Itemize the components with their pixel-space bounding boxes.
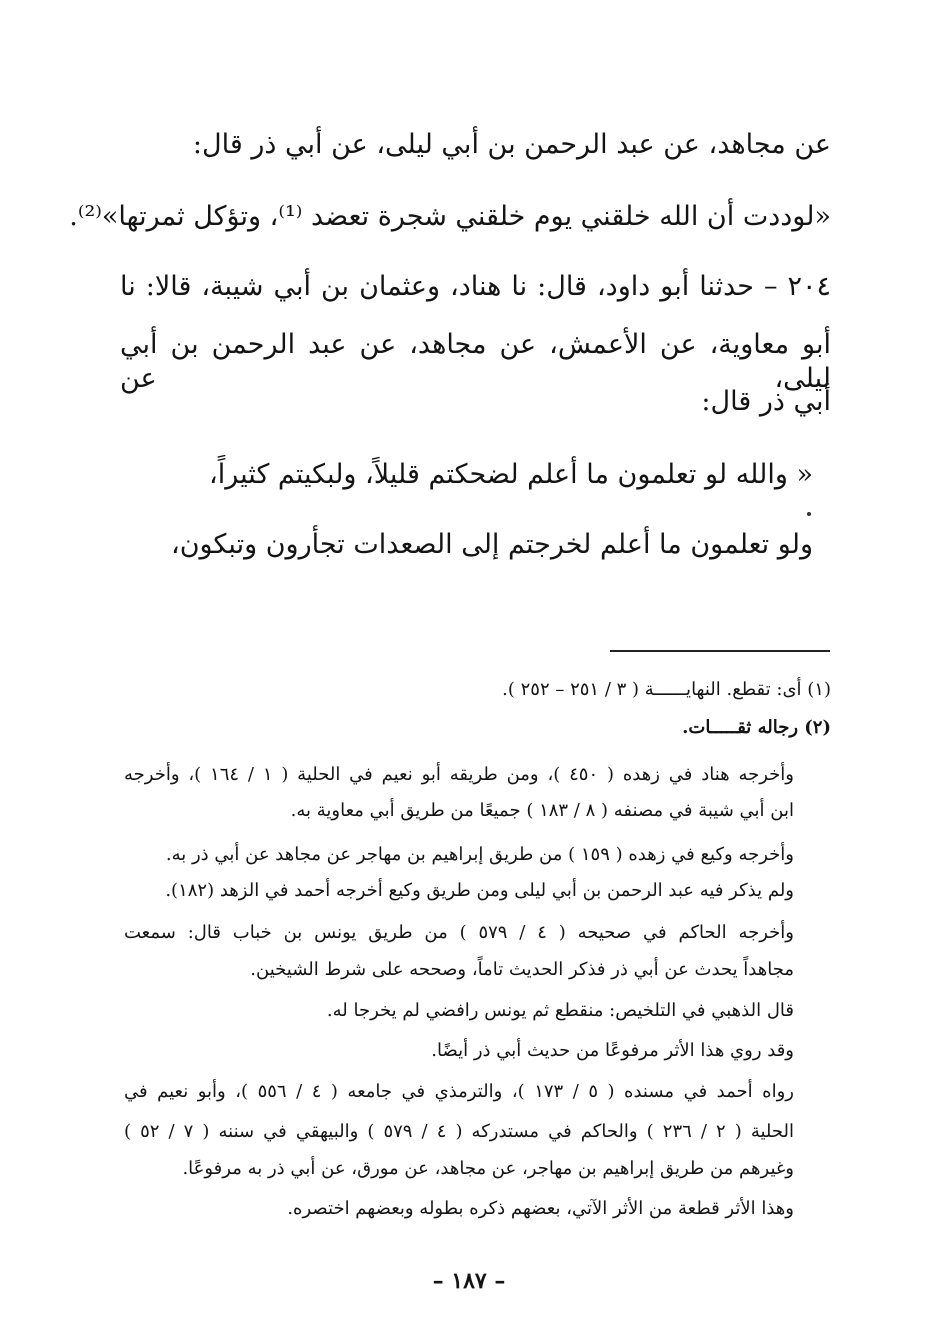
page-number: – ١٨٧ – [432,1268,506,1294]
footnote-separator [610,650,830,652]
main-text-line-4: أبو معاوية، عن الأعمش، عن مجاهد، عن عبد الرحمن بن أبي ليلى، عن [120,329,831,394]
main-text-line-7: ولو تعلمون ما أعلم لخرجتم إلى الصعدات تجأرون وتبكون، [171,529,813,560]
footnote-line: رواه أحمد في مسنده ( ٥ / ١٧٣ )، والترمذي في جامعه ( ٤ / ٥٥٦ )، وأبو نعيم في [124,1081,794,1102]
footnote-line: ولم يذكر فيه عبد الرحمن بن أبي ليلى ومن طريق وكيع أخرجه أحمد في الزهد (١٨٢). [165,880,794,901]
footnote-1: (١) أى: تقطع. النهايــــــة ( ٣ / ٢٥١ – ٢٥٢ ). [502,679,831,700]
footnote-2: (٢) رجاله ثقـــــات. [682,717,831,738]
footnote-line: وقد روي هذا الأثر مرفوعًا من حديث أبي ذر أيضًا. [431,1040,794,1061]
main-text-line-2: «لوددت أن الله خلقني يوم خلقني شجرة تعضد ⁽¹⁾، وتؤكل ثمرتها»⁽²⁾. [69,201,831,232]
footnote-line: قال الذهبي في التلخيص: منقطع ثم يونس رافضي لم يخرجا له. [326,1000,794,1021]
footnote-line: الحلية ( ٢ / ٢٣٦ ) والحاكم في مستدركه ( ٤ / ٥٧٩ ) والبيهقي في سننه ( ٧ / ٥٢ ) [124,1121,794,1142]
footnote-line: ابن أبي شيبة في مصنفه ( ٨ / ١٨٣ ) جميعًا من طريق أبي معاوية به. [290,800,794,821]
footnote-line: وأخرجه وكيع في زهده ( ١٥٩ ) من طريق إبراهيم بن مهاجر عن مجاهد عن أبي ذر به. [165,844,794,865]
main-text-line-3: ٢٠٤ – حدثنا أبو داود، قال: نا هناد، وعثمان بن أبي شيبة، قالا: نا [120,271,831,302]
main-text-line-5: أبي ذر قال: [701,386,831,417]
footnote-line: وغيرهم من طريق إبراهيم بن مهاجر، عن مجاهد، عن مورق، عن أبي ذر به مرفوعًا. [182,1158,794,1179]
main-text-line-6: « والله لو تعلمون ما أعلم لضحكتم قليلاً، ولبكيتم كثيراً، [209,459,813,490]
footnote-line: مجاهداً يحدث عن أبي ذر فذكر الحديث تاماً، وصححه على شرط الشيخين. [250,959,794,980]
footnote-line: وهذا الأثر قطعة من الأثر الآتي، بعضهم ذكره بطوله وبعضهم اختصره. [287,1198,794,1219]
footnote-line: وأخرجه هناد في زهده ( ٤٥٠ )، ومن طريقه أبو نعيم في الحلية ( ١ / ١٦٤ )، وأخرجه [124,764,794,785]
footnote-line: وأخرجه الحاكم في صحيحه ( ٤ / ٥٧٩ ) من طريق يونس بن خباب قال: سمعت [124,922,794,943]
main-text-line-1: عن مجاهد، عن عبد الرحمن بن أبي ليلى، عن أبي ذر قال: [192,129,831,160]
stray-mark [807,512,811,516]
